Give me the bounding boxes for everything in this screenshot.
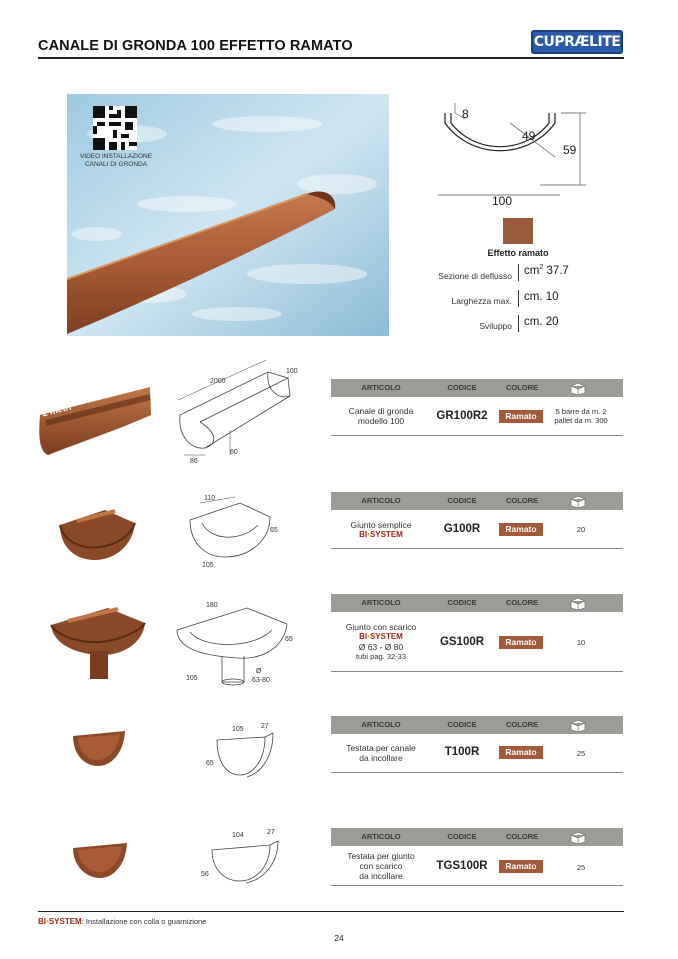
table-header xyxy=(331,828,623,846)
spec-sup: 2 xyxy=(539,264,544,271)
dim-top: 8 xyxy=(462,107,469,121)
brand-logo: CUPRÆLITE xyxy=(531,30,623,54)
qr-code-icon[interactable] xyxy=(93,106,137,150)
dim-width: 100 xyxy=(492,194,513,208)
dim-c: 105 xyxy=(202,562,214,569)
row-divider xyxy=(331,772,623,773)
dim-c: 60 xyxy=(230,449,238,456)
spec-unit: cm xyxy=(524,264,540,277)
article-line: da incollare xyxy=(359,871,403,881)
spec-number: 37.7 xyxy=(543,264,569,277)
package-qty xyxy=(548,407,614,425)
color-badge: Ramato xyxy=(499,860,543,873)
bisystem-bi: BI xyxy=(38,917,46,926)
row-divider xyxy=(331,885,623,886)
article-line: Testata per giunto xyxy=(347,851,415,861)
color-swatch xyxy=(503,218,533,244)
article-code: GS100R xyxy=(439,636,485,648)
dim-e: 63-80 xyxy=(252,677,270,684)
bisystem-bi: BI xyxy=(359,632,368,641)
package-icon xyxy=(569,494,587,508)
footer-note xyxy=(38,917,206,926)
article-line: Ø 63 - Ø 80 xyxy=(358,642,404,652)
header-colore: COLORE xyxy=(505,720,539,729)
table-header xyxy=(331,492,623,510)
product-photo-end-cap-outlet xyxy=(70,840,130,882)
article-line: modello 100 xyxy=(357,416,405,426)
header-colore: COLORE xyxy=(505,496,539,505)
article-name xyxy=(331,520,431,540)
dim-a: 2000 xyxy=(210,378,226,385)
header-articolo: ARTICOLO xyxy=(361,496,401,505)
row-divider xyxy=(331,435,623,436)
dim-height: 59 xyxy=(563,143,577,157)
article-code: G100R xyxy=(443,523,481,535)
bisystem-logo: BI•SYSTEM xyxy=(359,530,403,539)
article-line: tubi pag. 32-33 xyxy=(355,652,407,661)
header-colore: COLORE xyxy=(505,832,539,841)
dim-a: 105 xyxy=(232,726,244,733)
qty-line: pallet da m. 300 xyxy=(554,416,608,425)
dim-a: 180 xyxy=(206,602,218,609)
article-name xyxy=(331,406,431,426)
footer-text: : Installazione con colla o guarnizione xyxy=(81,917,207,926)
product-photo-joint xyxy=(55,505,140,565)
dim-c: 105 xyxy=(186,675,198,682)
length-tag: 2 metri xyxy=(41,401,73,419)
article-name xyxy=(331,743,431,763)
page-number: 24 xyxy=(334,933,344,943)
header-codice: CODICE xyxy=(447,383,477,392)
article-line: da incollare xyxy=(359,753,403,763)
dim-c: 56 xyxy=(201,871,209,878)
article-line: con scarico xyxy=(359,861,403,871)
package-qty: 10 xyxy=(576,638,586,647)
package-icon xyxy=(569,830,587,844)
dim-a: 104 xyxy=(232,832,244,839)
article-line: Testata per canale xyxy=(346,743,416,753)
header-colore: COLORE xyxy=(505,383,539,392)
spec-unit: cm. xyxy=(524,316,543,328)
dim-b: 65 xyxy=(270,527,278,534)
dim-b: 27 xyxy=(261,723,269,730)
header-articolo: ARTICOLO xyxy=(361,598,401,607)
dim-b: 27 xyxy=(267,829,275,836)
spec-number: 10 xyxy=(542,291,559,303)
spec-label-3: Sviluppo xyxy=(479,321,512,331)
color-swatch-label: Effetto ramato xyxy=(487,248,549,258)
dim-radius: 49 xyxy=(522,129,536,143)
header-colore: COLORE xyxy=(505,598,539,607)
article-code: TGS100R xyxy=(436,860,488,872)
footer-divider xyxy=(38,911,624,912)
spec-value-1 xyxy=(524,264,569,277)
package-qty: 25 xyxy=(576,749,586,758)
dim-c: 65 xyxy=(206,760,214,767)
header-codice: CODICE xyxy=(447,496,477,505)
spec-value-2 xyxy=(524,291,559,303)
article-name xyxy=(331,851,431,881)
technical-drawing-joint xyxy=(180,495,280,575)
table-header xyxy=(331,379,623,397)
package-icon xyxy=(569,381,587,395)
bisystem-logo: BI•SYSTEM xyxy=(359,632,403,641)
package-qty: 20 xyxy=(576,525,586,534)
technical-drawing-end-cap xyxy=(205,725,285,790)
package-icon xyxy=(569,596,587,610)
dim-b: 65 xyxy=(285,636,293,643)
article-name xyxy=(331,622,431,662)
color-badge: Ramato xyxy=(499,410,543,423)
article-code: T100R xyxy=(444,746,480,758)
bisystem-system: SYSTEM xyxy=(369,632,403,641)
qr-caption xyxy=(74,153,158,169)
qr-caption-line-1: VIDEO INSTALLAZIONE xyxy=(79,153,153,160)
bisystem-system: SYSTEM xyxy=(369,530,403,539)
technical-drawing-end-cap-outlet xyxy=(200,835,290,895)
product-photo-end-cap xyxy=(70,728,128,770)
header-codice: CODICE xyxy=(447,832,477,841)
row-divider xyxy=(331,671,623,672)
color-badge: Ramato xyxy=(499,746,543,759)
product-photo-outlet-joint xyxy=(48,603,148,683)
product-photo-gutter xyxy=(38,385,153,457)
spec-value-3 xyxy=(524,316,559,328)
header-articolo: ARTICOLO xyxy=(361,720,401,729)
row-divider xyxy=(331,548,623,549)
header-articolo: ARTICOLO xyxy=(361,832,401,841)
spec-divider xyxy=(518,264,519,281)
package-icon xyxy=(569,718,587,732)
header-codice: CODICE xyxy=(447,598,477,607)
bisystem-system: SYSTEM xyxy=(48,917,82,926)
spec-label-1: Sezione di deflusso xyxy=(438,271,512,281)
article-line: Giunto con scarico xyxy=(345,622,417,632)
title-divider xyxy=(38,57,624,59)
header-codice: CODICE xyxy=(447,720,477,729)
table-header xyxy=(331,716,623,734)
dim-a: 110 xyxy=(204,495,216,502)
spec-divider xyxy=(518,315,519,332)
article-code: GR100R2 xyxy=(436,410,488,422)
qr-caption-line-2: CANALI DI GRONDA xyxy=(84,161,148,168)
bisystem-logo: BI•SYSTEM xyxy=(38,917,82,926)
table-header xyxy=(331,594,623,612)
color-badge: Ramato xyxy=(499,523,543,536)
article-line: Canale di gronda xyxy=(348,406,414,416)
color-badge: Ramato xyxy=(499,636,543,649)
package-qty: 25 xyxy=(576,863,586,872)
dim-b: 100 xyxy=(286,368,298,375)
spec-divider xyxy=(518,290,519,307)
header-articolo: ARTICOLO xyxy=(361,383,401,392)
qty-line: 5 barre da m. 2 xyxy=(555,407,607,416)
article-line: Giunto semplice xyxy=(350,520,412,530)
bisystem-bi: BI xyxy=(359,530,368,539)
spec-number: 20 xyxy=(542,316,559,328)
spec-unit: cm. xyxy=(524,291,543,303)
spec-label-2: Larghezza max. xyxy=(451,296,512,306)
dim-d: Ø xyxy=(256,668,262,675)
dim-d: 86 xyxy=(190,458,198,465)
page-title: CANALE DI GRONDA 100 EFFETTO RAMATO xyxy=(38,38,353,54)
